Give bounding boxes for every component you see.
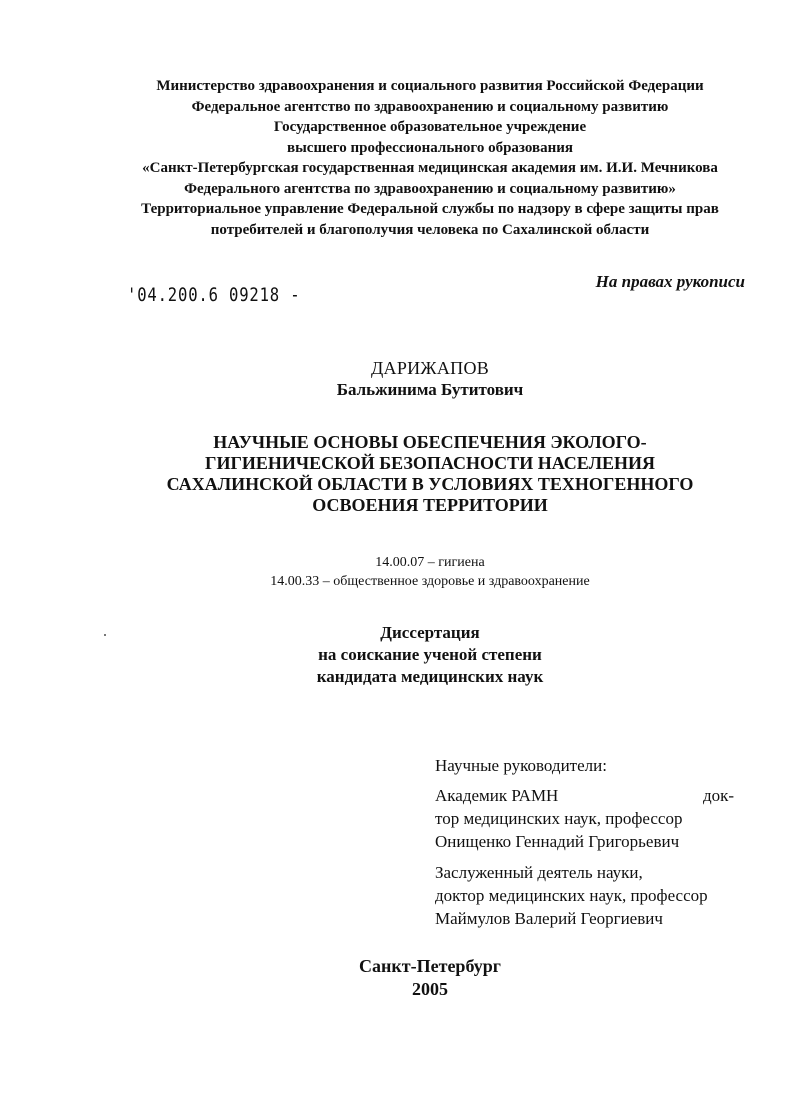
header-line-institution-type: Государственное образовательное учреждение (273, 119, 587, 135)
supervisor-second-title: Заслуженный деятель науки, (435, 863, 643, 882)
header-line-academy-agency: Федерального агентства по здравоохранению и социальному развитию» (184, 180, 676, 197)
manuscript-rights-note: На правах рукописи (595, 272, 745, 291)
supervisor-first-line1 (435, 784, 765, 807)
title-line: НАУЧНЫЕ ОСНОВЫ ОБЕСПЕЧЕНИЯ ЭКОЛОГО- (213, 432, 647, 452)
institution-header (60, 76, 799, 240)
degree-line-purpose: на соискание ученой степени (318, 645, 542, 664)
supervisor-first (435, 784, 765, 853)
header-line-territorial-office: Территориальное управление Федеральной службы по надзору в сфере защиты прав (141, 201, 719, 217)
supervisor-second (435, 861, 765, 930)
header-line-ministry: Министерство здравоохранения и социального развития Российской Федерации (156, 78, 704, 94)
footer-year: 2005 (412, 979, 448, 999)
degree-line-field: кандидата медицинских наук (316, 667, 544, 686)
title-line: ОСВОЕНИЯ ТЕРРИТОРИИ (312, 495, 548, 515)
header-line-academy: «Санкт-Петербургская государственная медицинская академия им. И.И. Мечникова (142, 160, 718, 176)
footer-city: Санкт-Петербург (359, 956, 501, 976)
dissertation-title (0, 432, 799, 516)
degree-statement (0, 622, 799, 688)
supervisors-heading: Научные руководители: (435, 756, 607, 775)
header-line-agency: Федеральное агентство по здравоохранению и социальному развитию (191, 98, 669, 115)
supervisor-first-title-hyphenated: док- (703, 786, 735, 805)
supervisor-second-name: Маймулов Валерий Георгиевич (435, 909, 663, 928)
author-surname: ДАРИЖАПОВ (370, 358, 490, 378)
supervisor-first-degree: тор медицинских наук, профессор (435, 809, 683, 828)
place-and-year (0, 955, 799, 1001)
title-line: ГИГИЕНИЧЕСКОЙ БЕЗОПАСНОСТИ НАСЕЛЕНИЯ (205, 453, 655, 473)
author-block (0, 357, 799, 401)
header-line-territorial-office-cont: потребителей и благополучия человека по Сахалинской области (210, 221, 650, 238)
title-line: САХАЛИНСКОЙ ОБЛАСТИ В УСЛОВИЯХ ТЕХНОГЕННОГО (166, 474, 694, 494)
specialty-public-health: 14.00.33 – общественное здоровье и здравоохранение (270, 574, 590, 589)
author-given-names: Бальжинима Бутитович (336, 380, 524, 399)
degree-line-type: Диссертация (380, 623, 480, 642)
header-line-education-level: высшего профессионального образования (286, 139, 573, 156)
specialty-hygiene: 14.00.07 – гигиена (375, 555, 485, 570)
supervisor-first-title: Академик РАМН (435, 786, 559, 805)
supervisors-block (435, 754, 765, 938)
supervisor-second-degree: доктор медицинских наук, профессор (435, 886, 708, 905)
registration-stamp-number: '04.200.6 09218 - (127, 284, 301, 306)
specialty-codes (0, 553, 799, 591)
supervisor-first-name: Онищенко Геннадий Григорьевич (435, 832, 680, 851)
